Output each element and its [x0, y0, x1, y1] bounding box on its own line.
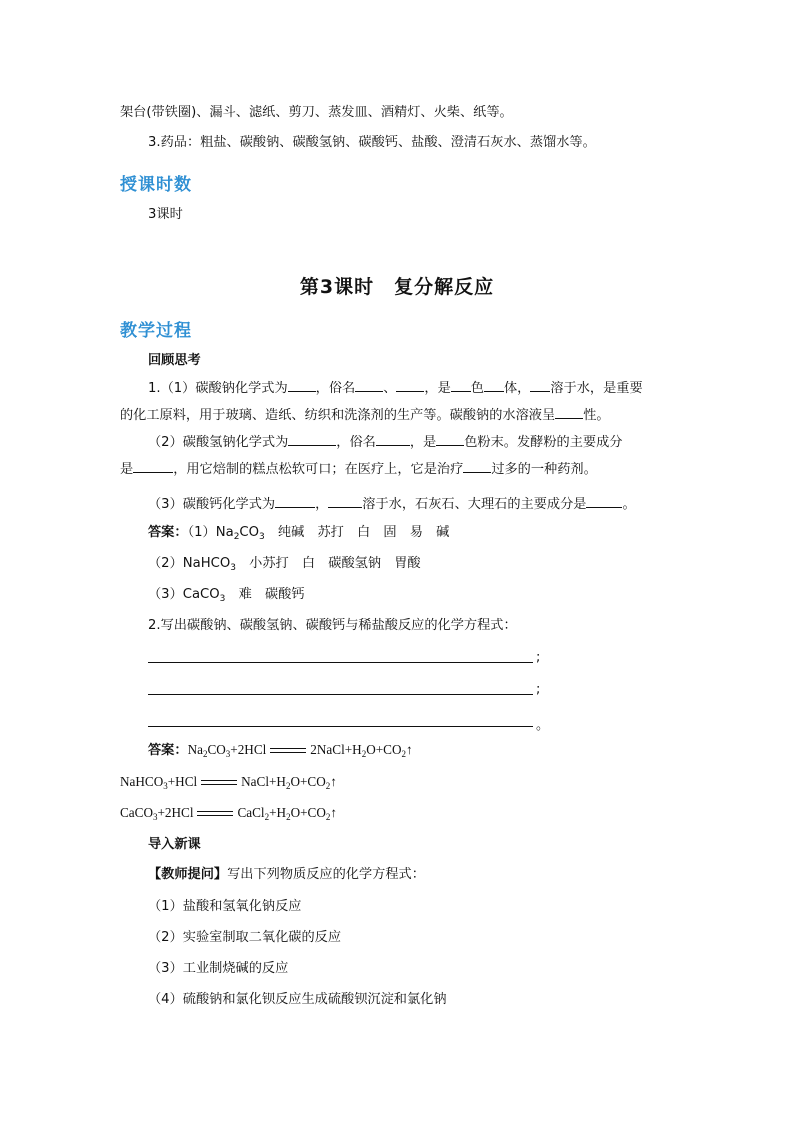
answer-blank-end-1: ; [536, 650, 541, 665]
equipment-continued: 架台(带铁圈)、漏斗、滤纸、剪刀、蒸发皿、酒精灯、火柴、纸等。 [120, 105, 513, 120]
intro-heading: 导入新课 [148, 837, 201, 852]
answer-blank-line-1[interactable] [148, 662, 533, 663]
blank[interactable] [396, 378, 424, 392]
blank[interactable] [586, 494, 622, 508]
review-heading: 回顾思考 [148, 353, 201, 368]
blank[interactable] [355, 378, 383, 392]
equals-sign [197, 809, 233, 819]
equals-sign [270, 746, 306, 756]
blank[interactable] [275, 494, 315, 508]
answer1-line1: 答案：$(1)Na_2CO_3$ 纯碱 苏打 白 固 易 碱 [148, 525, 450, 542]
blank[interactable] [463, 459, 491, 473]
answer1-line2: （2）NaHCO$_3$ 小苏打 白 碳酸氢钠 胃酸 [148, 556, 421, 573]
answer2-eq3: CaCO$_3$+2HCl $CaCl_2+H_2O+CO_2↑$ [120, 805, 337, 822]
reagents-line: 3.药品：粗盐、碳酸钠、碳酸氢钠、碳酸钙、盐酸、澄清石灰水、蒸馏水等。 [148, 135, 596, 150]
q2-text: 2.写出碳酸钠、碳酸氢钠、碳酸钙与稀盐酸反应的化学方程式： [148, 618, 517, 633]
blank[interactable] [133, 459, 173, 473]
blank[interactable] [484, 378, 504, 392]
blank[interactable] [451, 378, 471, 392]
answer1-line3: （3）CaCO$_3$ 难 碳酸钙 [148, 587, 305, 604]
blank[interactable] [376, 432, 410, 446]
answer-blank-line-2[interactable] [148, 694, 533, 695]
blank[interactable] [288, 432, 336, 446]
q1-line3: （2）碳酸氢钠化学式为 ，俗名 ，是 色粉末。发酵粉的主要成分 [148, 432, 708, 452]
blank[interactable] [436, 432, 464, 446]
reaction-item: （1）盐酸和氢氧化钠反应 [148, 899, 302, 914]
q1-line1: 1.（1）碳酸钠化学式为 ，俗名 、 ，是 色 体， 溶于水，是重要 [148, 378, 708, 398]
answer-blank-end-3: 。 [536, 718, 550, 733]
blank[interactable] [555, 405, 583, 419]
reaction-item: （3）工业制烧碱的反应 [148, 961, 289, 976]
process-section-title: 教学过程 [120, 321, 192, 341]
reaction-item: （2）实验室制取二氧化碳的反应 [148, 930, 342, 945]
blank[interactable] [530, 378, 550, 392]
blank[interactable] [288, 378, 316, 392]
q1-line4: 是 ，用它焙制的糕点松软可口；在医疗上，它是治疗 过多的一种药剂。 [120, 459, 680, 479]
reaction-item: （4）硫酸钠和氯化钡反应生成硫酸钡沉淀和氯化钠 [148, 992, 447, 1007]
hours-section-title: 授课时数 [120, 175, 192, 195]
lesson-title: 第3课时 复分解反应 [299, 276, 495, 298]
q1-line2: 的化工原料，用于玻璃、造纸、纺织和洗涤剂的生产等。碳酸钠的水溶液呈 性。 [120, 405, 680, 425]
answer2-eq1: 答案：$Na_2CO_3+2HCl$ $2NaCl+H_2O+CO_2↑$ [148, 742, 413, 759]
q1-line5: （3）碳酸钙化学式为 ， 溶于水，石灰石、大理石的主要成分是 。 [148, 494, 708, 514]
answer-blank-end-2: ; [536, 682, 541, 697]
hours-value: 3课时 [148, 207, 183, 222]
blank[interactable] [328, 494, 362, 508]
answer2-eq2: NaHCO$_3$+HCl $NaCl+H_2O+CO_2↑$ [120, 774, 337, 791]
teacher-question: 【教师提问】写出下列物质反应的化学方程式： [148, 867, 425, 882]
answer-blank-line-3[interactable] [148, 726, 533, 727]
equals-sign [201, 778, 237, 788]
